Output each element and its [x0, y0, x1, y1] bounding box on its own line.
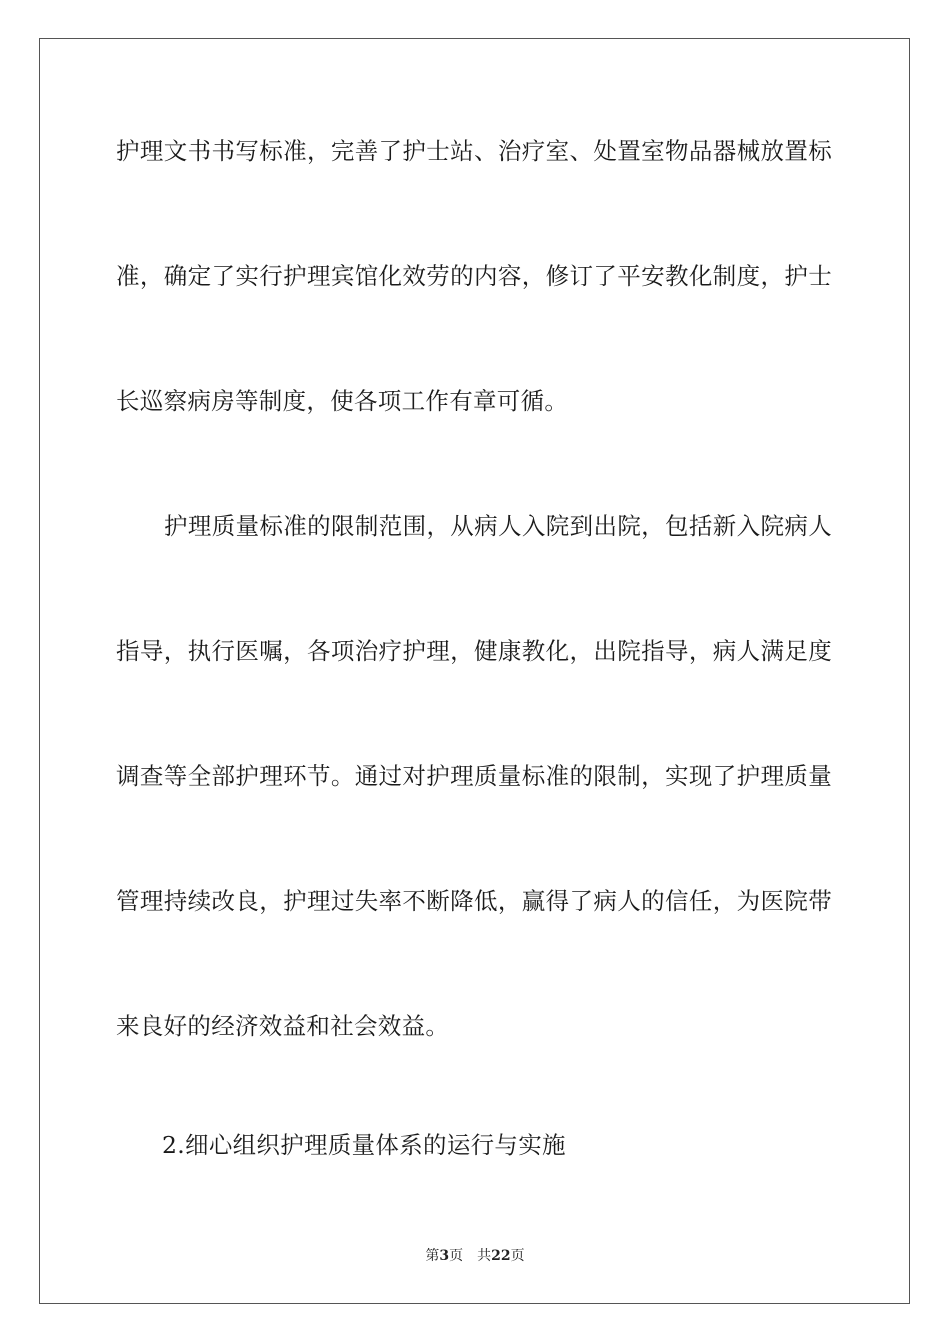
page-border — [39, 38, 910, 1304]
body-text-line: 调查等全部护理环节。通过对护理质量标准的限制，实现了护理质量 — [116, 762, 832, 790]
footer-page-prefix: 第 — [425, 1248, 440, 1264]
paragraph-first-line: 护理质量标准的限制范围，从病人入院到出院，包括新入院病人 — [164, 512, 832, 540]
page-footer — [0, 1247, 950, 1265]
section-heading: 2.细心组织护理质量体系的运行与实施 — [162, 1131, 566, 1159]
footer-page-suffix: 页 — [449, 1248, 464, 1264]
body-text-line: 长巡察病房等制度，使各项工作有章可循。 — [116, 387, 569, 415]
body-text-line: 护理文书书写标准，完善了护士站、治疗室、处置室物品器械放置标 — [116, 137, 832, 165]
footer-total-suffix: 页 — [510, 1248, 525, 1264]
footer-total-pages: 22 — [491, 1248, 511, 1264]
body-text-line: 准，确定了实行护理宾馆化效劳的内容，修订了平安教化制度，护士 — [116, 262, 832, 290]
body-text-line: 指导，执行医嘱，各项治疗护理，健康教化，出院指导，病人满足度 — [116, 637, 832, 665]
body-text-line: 来良好的经济效益和社会效益。 — [116, 1012, 450, 1040]
footer-page-number: 3 — [439, 1248, 450, 1264]
footer-total-prefix: 共 — [477, 1248, 492, 1264]
body-text-line: 管理持续改良，护理过失率不断降低，赢得了病人的信任，为医院带 — [116, 887, 832, 915]
